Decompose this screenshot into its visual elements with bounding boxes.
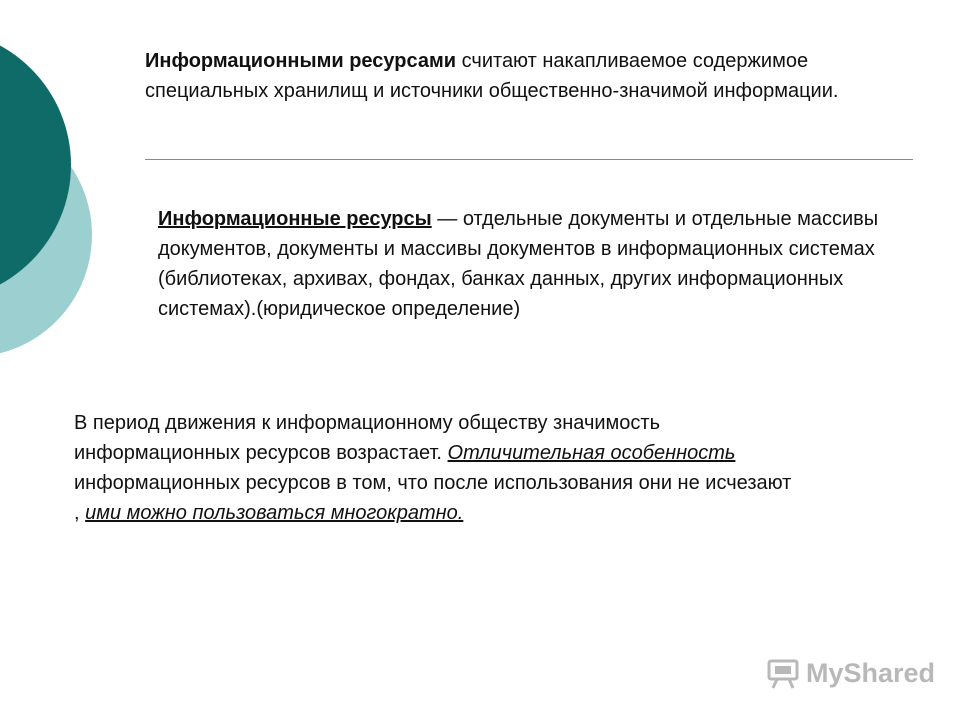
divider-line xyxy=(145,159,913,160)
resources-definition-general xyxy=(145,46,845,106)
definition-text-2: — отдельные документы и отдельные массивы документов, документы и массивы документов в информационных системах (библиотеках, архивах, фондах, банках данных, других информационных системах).(юридическое определение) xyxy=(158,208,879,320)
definition-text-1: считают накапливаемое содержимое специальных хранилищ и источники общественно-значимой информации. xyxy=(145,50,839,102)
decorative-circles xyxy=(0,0,110,400)
presentation-board-icon xyxy=(766,656,800,690)
watermark-text: MyShared xyxy=(806,657,936,688)
emphasis-distinctive-feature: Отличительная особенность xyxy=(447,442,736,464)
emphasis-reusable: ими можно пользоваться многократно. xyxy=(85,502,464,524)
myshared-watermark xyxy=(766,656,935,690)
paragraph-text-a: В период движения к информационному обществу значимость информационных ресурсов возрастает. xyxy=(74,412,660,464)
term-information-resources-1: Информационными ресурсами xyxy=(145,50,457,72)
resources-significance-paragraph xyxy=(74,408,794,528)
paragraph-text-b: информационных ресурсов в том, что после использования они не исчезают , xyxy=(74,472,792,524)
resources-definition-legal xyxy=(158,204,928,324)
term-information-resources-2: Информационные ресурсы xyxy=(158,208,432,230)
